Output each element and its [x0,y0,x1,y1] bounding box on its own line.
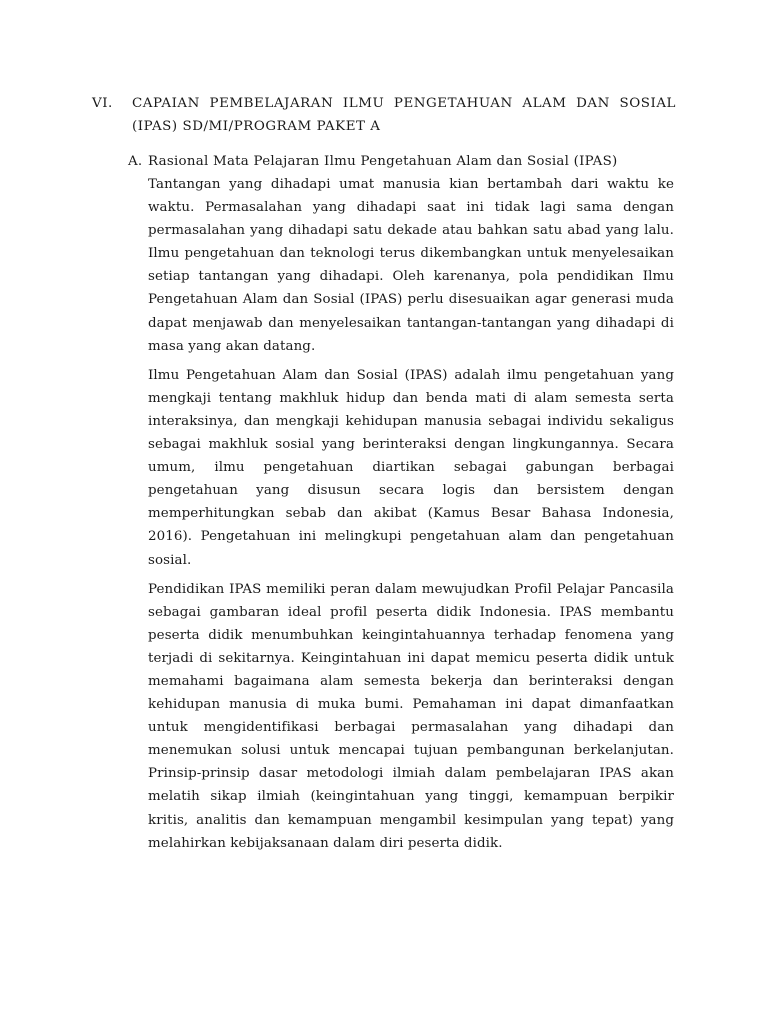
paragraph-3: Pendidikan IPAS memiliki peran dalam mewujudkan Profil Pelajar Pancasila sebagai gambaran ideal profil peserta didik Indonesia. IPAS membantu peserta didik menumbuhkan keingintahuannya terhadap fenomena yang terjadi di sekitarnya. Keingintahuan ini dapat memicu peserta didik untuk memahami bagaimana alam semesta bekerja dan berinteraksi dengan kehidupan manusia di muka bumi. Pemahaman ini dapat dimanfaatkan untuk mengidentifikasi berbagai permasalahan yang dihadapi dan menemukan solusi untuk mencapai tujuan pembangunan berkelanjutan. Prinsip-prinsip dasar metodologi ilmiah dalam pembelajaran IPAS akan melatih sikap ilmiah (keingintahuan yang tinggi, kemampuan berpikir kritis, analitis dan kemampuan mengambil kesimpulan yang tepat) yang melahirkan kebijaksanaan dalam diri peserta didik. [148,581,674,851]
section-a-heading [128,150,676,173]
section-a-body [148,173,674,861]
paragraph-2: Ilmu Pengetahuan Alam dan Sosial (IPAS) adalah ilmu pengetahuan yang mengkaji tentang makhluk hidup dan benda mati di alam semesta serta interaksinya, dan mengkaji kehidupan manusia sebagai individu sekaligus sebagai makhluk sosial yang berinteraksi dengan lingkungannya. Secara umum, ilmu pengetahuan diartikan sebagai gabungan berbagai pengetahuan yang disusun secara logis dan bersistem dengan memperhitungkan sebab dan akibat (Kamus Besar Bahasa Indonesia, 2016). Pengetahuan ini melingkupi pengetahuan alam dan pengetahuan sosial. [148,367,674,568]
paragraph-1: Tantangan yang dihadapi umat manusia kian bertambah dari waktu ke waktu. Permasalahan yang dihadapi saat ini tidak lagi sama dengan permasalahan yang dihadapi satu dekade atau bahkan satu abad yang lalu. Ilmu pengetahuan dan teknologi terus dikembangkan untuk menyelesaikan setiap tantangan yang dihadapi. Oleh karenanya, pola pendidikan Ilmu Pengetahuan Alam dan Sosial (IPAS) perlu disesuaikan agar generasi muda dapat menjawab dan menyelesaikan tantangan-tantangan yang dihadapi di masa yang akan datang. [148,177,674,354]
chapter-number: VI. [92,96,113,111]
section-a-label: A. [128,154,143,169]
chapter-title: CAPAIAN PEMBELAJARAN ILMU PENGETAHUAN ALAM DAN SOSIAL (IPAS) SD/MI/PROGRAM PAKET A [132,96,676,134]
chapter-heading [92,92,676,138]
section-a-title: Rasional Mata Pelajaran Ilmu Pengetahuan Alam dan Sosial (IPAS) [148,154,618,169]
